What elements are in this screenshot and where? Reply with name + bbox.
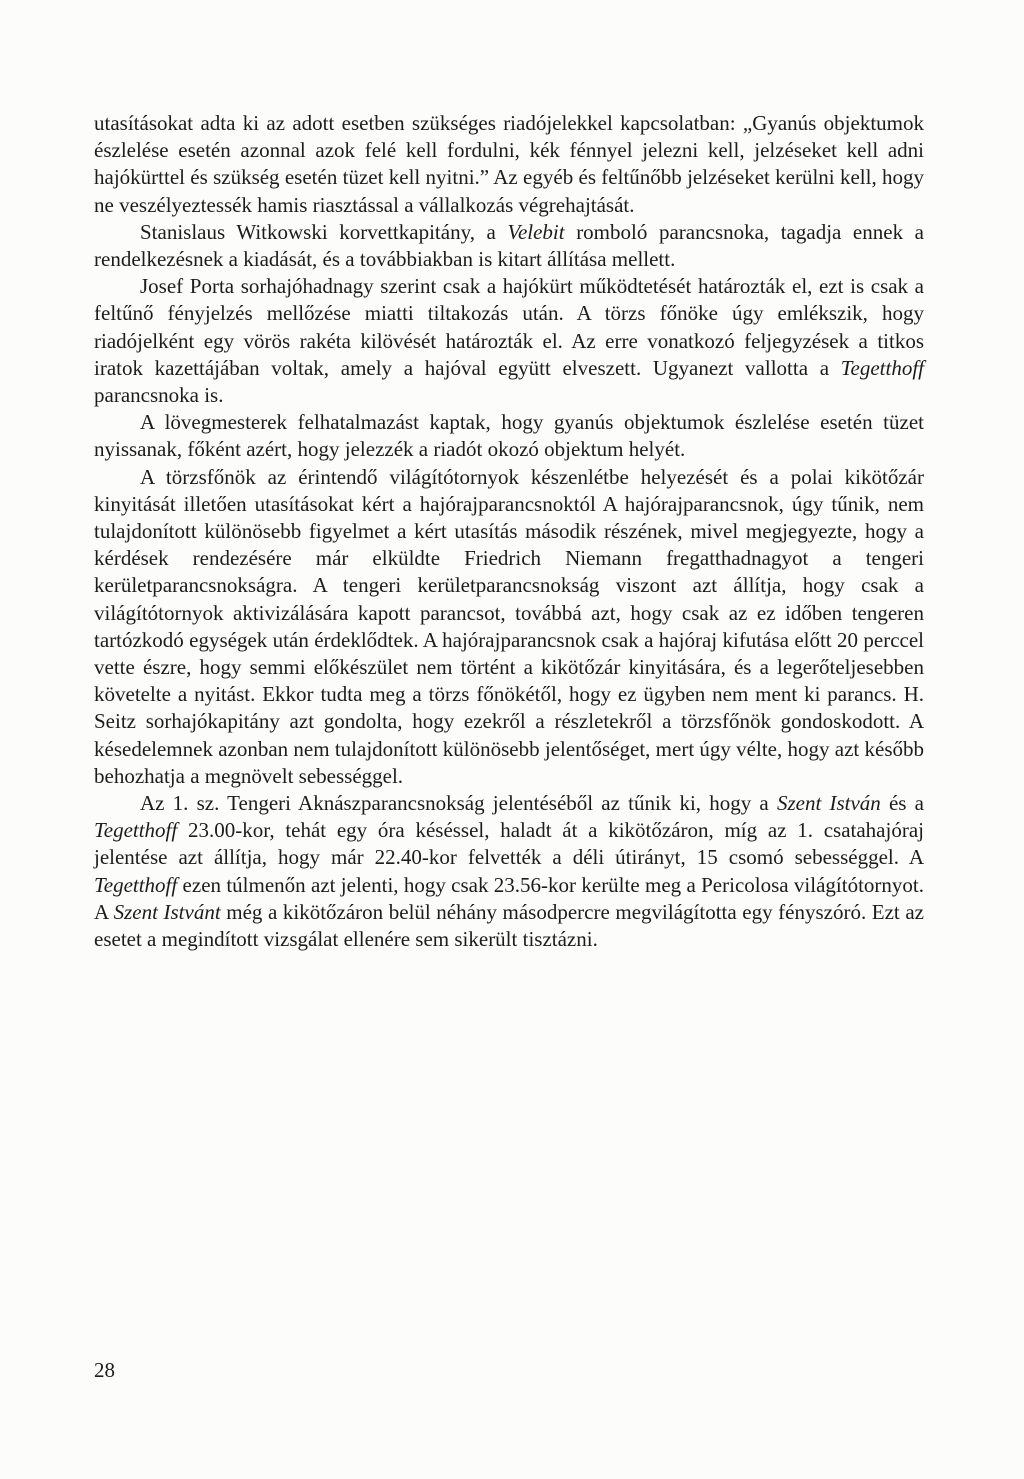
paragraph-3: Josef Porta sorhajóhadnagy szerint csak a hajókürt működtetését határozták el, ezt is csak a feltűnő fényjelzés mellőzése miatti tiltakozás után. A törzs főnöke úgy emlékszik, hogy riadójelként egy vörös rakéta kilövését határozták el. Az erre vonatkozó feljegyzések a titkos iratok kazettájában voltak, amely a hajóval együtt elveszett. Ugyanezt vallotta a Tegetthoff parancsnoka is. (94, 274, 924, 408)
paragraph-5: A törzsfőnök az érintendő világítótornyok készenlétbe helyezését és a polai kikötőzár kinyitását illetően utasításokat kért a hajórajparancsnoktól A hajórajparancsnok, úgy tűnik, nem tulajdonított különösebb figyelmet a kért utasítás második részének, mivel megjegyezte, hogy a kérdések rendezésére már elküldte Friedrich Niemann fregatthadnagyot a tengeri kerületparancsnokságra. A tengeri kerületparancsnokság viszont azt állítja, hogy csak a világítótornyok aktivizálására kapott parancsot, továbbá azt, hogy csak az ez időben tengeren tartózkodó egységek után érdeklődtek. A hajórajparancsnok csak a hajóraj kifutása előtt 20 perccel vette észre, hogy semmi előkészület nem történt a kikötőzár kinyitására, és a legerőteljesebben követelte a nyitást. Ekkor tudta meg a törzs főnökétől, hogy ez ügyben nem ment ki parancs. H. Seitz sorhajókapitány azt gondolta, hogy ezekről a részletekről a törzsfőnök gondoskodott. A késedelemnek azonban nem tulajdonított különösebb jelentőséget, mert úgy vélte, hogy azt később behozhatja a megnövelt sebességgel. (94, 464, 924, 788)
paragraph-2: Stanislaus Witkowski korvettkapitány, a Velebit romboló parancsnoka, tagadja ennek a rendelkezésnek a kiadását, és a továbbiakban is kitart állítása mellett. (94, 219, 924, 272)
ship-name-szent-istvan: Szent István (776, 791, 881, 816)
paragraph-4: A lövegmesterek felhatalmazást kaptak, hogy gyanús objektumok észlelése esetén tüzet nyissanak, főként azért, hogy jelezzék a riadót okozó objektum helyét. (94, 410, 924, 462)
ship-name-szent-istvant: Szent Istvánt (113, 899, 221, 924)
paragraph-6: Az 1. sz. Tengeri Aknászparancsnokság jelentéséből az tűnik ki, hogy a Szent István és a Tegetthoff 23.00-kor, tehát egy óra késéssel, haladt át a kikötőzáron, míg az 1. csatahajóraj jelentése azt állítja, hogy már 22.40-kor felvették a déli útirányt, 15 csomó sebességgel. A Tegetthoff ezen túlmenőn azt jelenti, hogy csak 23.56-kor kerülte meg a Pericolosa világítótornyot. A Szent Istvánt még a kikötőzáron belül néhány másodpercre megvilágította egy fényszóró. Ezt az esetet a megindított vizsgálat ellenére sem sikerült tisztázni. (94, 791, 924, 952)
ship-name-tegetthoff: Tegetthoff (94, 872, 178, 897)
body-text (94, 110, 924, 953)
paragraph-1: utasításokat adta ki az adott esetben szükséges riadójelekkel kapcsolatban: „Gyanús objektumok észlelése esetén azonnal azok felé kell fordulni, kék fénnyel jelezni kell, jelzéseket kell adni hajókürttel és szükség esetén tüzet kell nyitni.” Az egyéb és feltűnőbb jelzéseket kerülni kell, hogy ne veszélyeztessék hamis riasztással a vállalkozás végrehajtását. (94, 111, 924, 217)
ship-name-tegetthoff: Tegetthoff (840, 355, 924, 380)
ship-name-tegetthoff: Tegetthoff (94, 818, 178, 843)
page-number: 28 (94, 1358, 115, 1382)
ship-name-velebit: Velebit (507, 219, 565, 244)
